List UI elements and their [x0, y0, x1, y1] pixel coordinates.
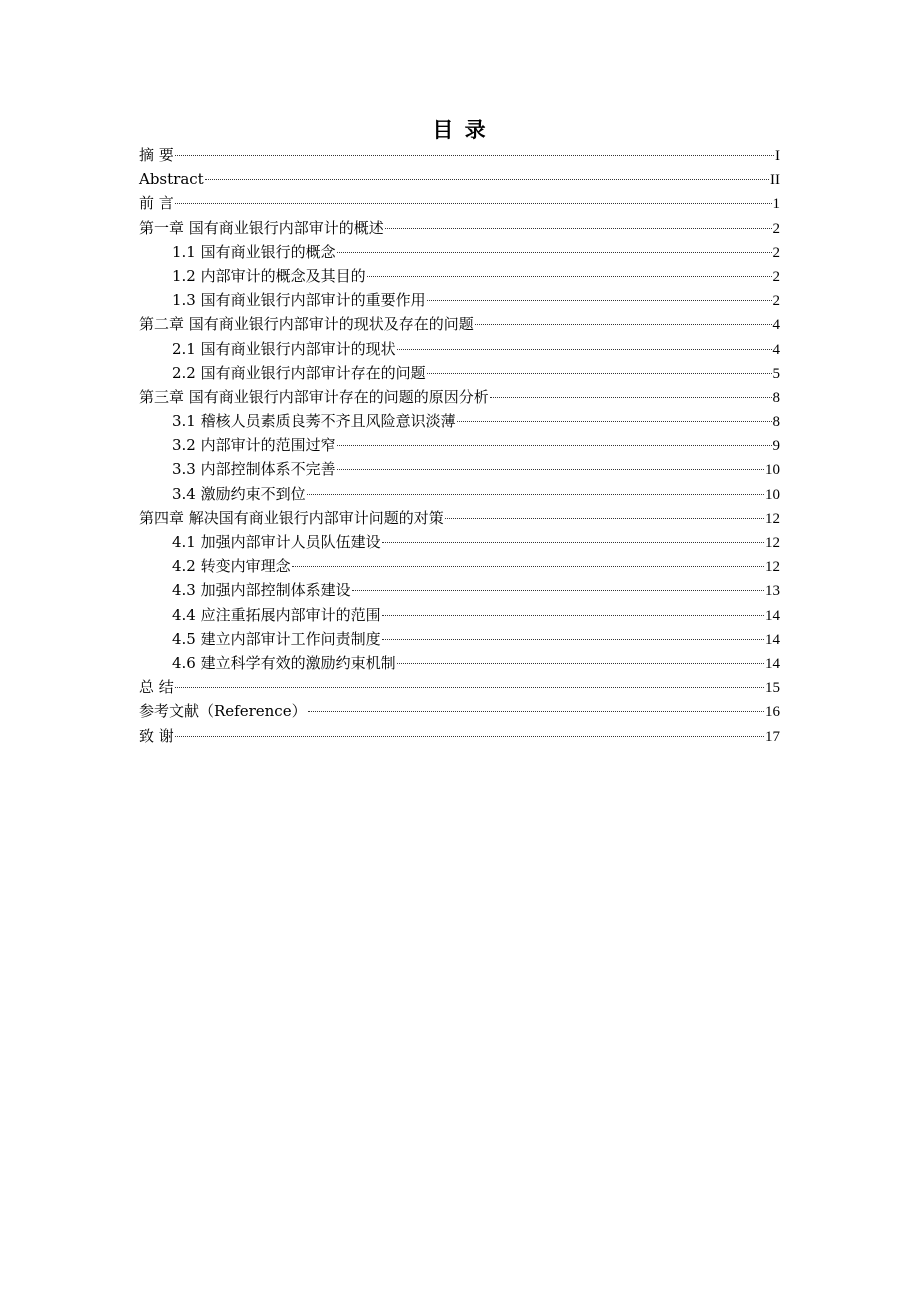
toc-entry-label: 3.2 内部审计的范围过窄	[172, 436, 336, 455]
toc-entry-label: 1.1 国有商业银行的概念	[172, 242, 336, 261]
toc-entry-page-number: 1	[772, 196, 780, 213]
toc-dot-leader	[352, 589, 764, 591]
toc-entry-page-number: 9	[772, 438, 780, 455]
toc-entry[interactable]	[139, 337, 780, 361]
toc-dot-leader	[382, 638, 764, 640]
toc-entry-page-number: 4	[772, 341, 780, 358]
toc-entry-label: 摘 要	[139, 146, 174, 164]
toc-entry-label: 参考文献（Reference）	[139, 702, 307, 721]
toc-entry[interactable]	[139, 361, 780, 385]
toc-entry[interactable]	[139, 506, 780, 530]
toc-entry-page-number: 12	[765, 559, 780, 576]
toc-dot-leader	[337, 468, 764, 470]
toc-entry[interactable]	[139, 457, 780, 481]
toc-dot-leader	[337, 251, 772, 253]
toc-entry-page-number: II	[770, 172, 780, 189]
toc-entry[interactable]	[139, 578, 780, 602]
toc-entry-page-number: 15	[765, 680, 780, 697]
toc-list	[139, 143, 780, 748]
toc-dot-leader	[475, 323, 772, 325]
toc-dot-leader	[427, 372, 772, 374]
toc-dot-leader	[292, 565, 764, 567]
toc-entry[interactable]	[139, 240, 780, 264]
toc-entry-page-number: 8	[772, 389, 780, 406]
toc-entry-page-number: 2	[772, 293, 780, 310]
toc-entry-label: 4.5 建立内部审计工作问责制度	[172, 629, 381, 648]
toc-entry-page-number: 2	[772, 220, 780, 237]
toc-entry-label: 3.4 激励约束不到位	[172, 484, 306, 503]
toc-dot-leader	[385, 227, 772, 229]
toc-entry[interactable]	[139, 409, 780, 433]
toc-entry-page-number: 16	[765, 704, 780, 721]
toc-title: 目 录	[432, 117, 488, 142]
toc-entry-label: 前 言	[139, 194, 174, 213]
toc-dot-leader	[337, 444, 772, 446]
toc-entry-page-number: 14	[765, 655, 780, 672]
toc-dot-leader	[367, 275, 772, 277]
toc-entry-page-number: 10	[765, 486, 780, 503]
toc-entry[interactable]	[139, 167, 780, 191]
toc-entry[interactable]	[139, 385, 780, 409]
toc-entry-label: 第二章 国有商业银行内部审计的现状及存在的问题	[139, 315, 474, 334]
toc-dot-leader	[427, 299, 772, 301]
toc-entry-page-number: 12	[765, 535, 780, 551]
toc-entry[interactable]	[139, 530, 780, 554]
toc-entry[interactable]	[139, 191, 780, 215]
toc-entry[interactable]	[139, 216, 780, 240]
toc-entry-page-number: 5	[772, 365, 780, 382]
toc-entry[interactable]	[139, 699, 780, 723]
toc-entry-page-number: 14	[765, 607, 780, 624]
toc-dot-leader	[175, 735, 764, 737]
toc-entry-page-number: 12	[765, 510, 780, 527]
toc-dot-leader	[175, 686, 764, 688]
toc-dot-leader	[490, 396, 772, 398]
toc-entry-label: 1.3 国有商业银行内部审计的重要作用	[172, 291, 426, 310]
toc-entry-page-number: 8	[772, 414, 780, 431]
toc-dot-leader	[175, 202, 772, 204]
toc-entry[interactable]	[139, 312, 780, 336]
toc-entry[interactable]	[139, 433, 780, 457]
toc-entry[interactable]	[139, 724, 780, 748]
toc-entry[interactable]	[139, 264, 780, 288]
toc-entry-label: 致 谢	[139, 726, 174, 745]
toc-dot-leader	[175, 154, 774, 156]
toc-dot-leader	[457, 420, 772, 422]
toc-entry-label: 4.3 加强内部控制体系建设	[172, 581, 351, 600]
toc-entry[interactable]	[139, 651, 780, 675]
toc-entry-label: 第三章 国有商业银行内部审计存在的问题的原因分析	[139, 387, 489, 406]
toc-entry-label: 4.1 加强内部审计人员队伍建设	[172, 533, 381, 551]
toc-entry-page-number: 17	[765, 728, 780, 745]
toc-dot-leader	[308, 710, 764, 712]
toc-entry[interactable]	[139, 143, 780, 167]
toc-entry-page-number: 2	[772, 268, 780, 285]
toc-entry[interactable]	[139, 603, 780, 627]
toc-dot-leader	[397, 348, 772, 350]
toc-entry-label: 1.2 内部审计的概念及其目的	[172, 266, 366, 285]
toc-entry-label: 4.4 应注重拓展内部审计的范围	[172, 605, 381, 624]
toc-entry-label: Abstract	[139, 170, 204, 189]
toc-entry-page-number: 2	[772, 244, 780, 261]
toc-entry-label: 第一章 国有商业银行内部审计的概述	[139, 218, 384, 237]
toc-entry-label: 4.2 转变内审理念	[172, 557, 291, 576]
toc-entry[interactable]	[139, 554, 780, 578]
toc-entry[interactable]	[139, 627, 780, 651]
toc-entry-page-number: 4	[772, 317, 780, 334]
toc-dot-leader	[382, 614, 764, 616]
toc-dot-leader	[382, 541, 764, 543]
toc-dot-leader	[205, 178, 769, 180]
toc-entry-label: 4.6 建立科学有效的激励约束机制	[172, 653, 396, 672]
toc-entry-page-number: 14	[765, 631, 780, 648]
toc-entry-page-number: I	[775, 148, 780, 164]
toc-entry-label: 3.1 稽核人员素质良莠不齐且风险意识淡薄	[172, 412, 456, 431]
toc-entry-label: 2.2 国有商业银行内部审计存在的问题	[172, 363, 426, 382]
toc-dot-leader	[445, 517, 764, 519]
toc-entry-label: 3.3 内部控制体系不完善	[172, 460, 336, 479]
toc-dot-leader	[307, 493, 764, 495]
toc-entry-page-number: 10	[765, 462, 780, 479]
toc-entry[interactable]	[139, 288, 780, 312]
toc-entry[interactable]	[139, 675, 780, 699]
toc-entry-label: 总 结	[139, 678, 174, 697]
toc-entry[interactable]	[139, 482, 780, 506]
toc-entry-label: 第四章 解决国有商业银行内部审计问题的对策	[139, 508, 444, 527]
toc-dot-leader	[397, 662, 764, 664]
toc-entry-label: 2.1 国有商业银行内部审计的现状	[172, 339, 396, 358]
toc-entry-page-number: 13	[765, 583, 780, 600]
